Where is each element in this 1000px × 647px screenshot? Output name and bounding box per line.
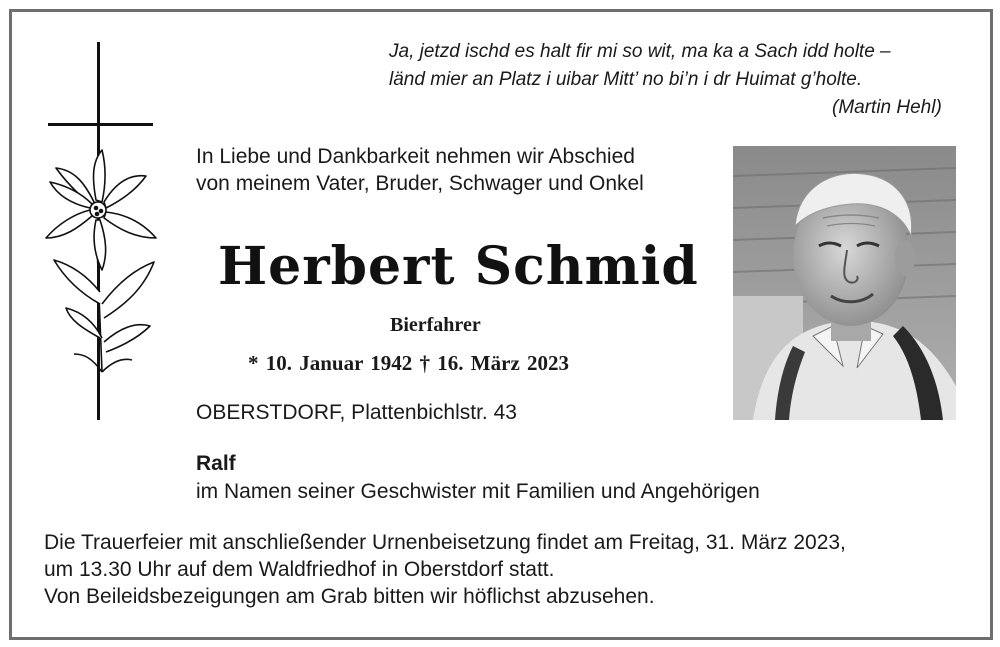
mourner-name: Ralf bbox=[196, 452, 236, 475]
cross-icon bbox=[44, 42, 164, 422]
mourner-line: im Namen seiner Geschwister mit Familien und Angehörigen bbox=[196, 480, 760, 503]
quote-author: (Martin Hehl) bbox=[832, 97, 942, 118]
notice-line-3: Von Beileidsbezeigungen am Grab bitten wir höflichst abzusehen. bbox=[44, 585, 655, 608]
edelweiss-icon bbox=[46, 150, 156, 372]
life-dates: * 10. Januar 1942 † 16. März 2023 bbox=[248, 351, 570, 375]
portrait-photo bbox=[733, 146, 956, 420]
notice-line-2: um 13.30 Uhr auf dem Waldfriedhof in Oberstdorf statt. bbox=[44, 558, 555, 581]
deceased-occupation: Bierfahrer bbox=[390, 314, 481, 336]
intro-line-1: In Liebe und Dankbarkeit nehmen wir Abschied bbox=[196, 145, 635, 168]
quote-line-1: Ja, jetzd ischd es halt fir mi so wit, ma ka a Sach idd holte – bbox=[389, 41, 891, 62]
quote-line-2: länd mier an Platz i uibar Mitt’ no bi’n i dr Huimat g’holte. bbox=[389, 69, 863, 90]
address: OBERSTDORF, Plattenbichlstr. 43 bbox=[196, 401, 517, 424]
deceased-name: Herbert Schmid bbox=[218, 236, 699, 297]
notice-line-1: Die Trauerfeier mit anschließender Urnenbeisetzung findet am Freitag, 31. März 2023, bbox=[44, 531, 846, 554]
intro-line-2: von meinem Vater, Bruder, Schwager und Onkel bbox=[196, 172, 644, 195]
